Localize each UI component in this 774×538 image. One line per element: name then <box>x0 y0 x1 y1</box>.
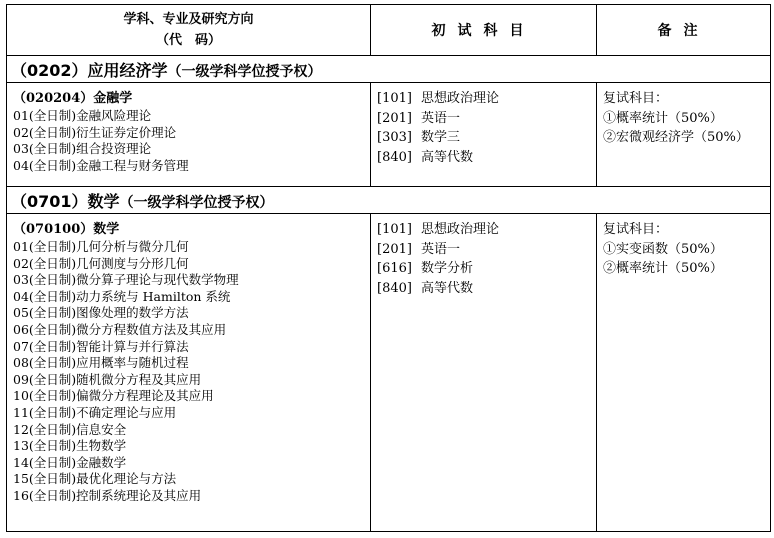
exam-subjects-cell <box>371 83 597 187</box>
note-line: ①实变函数（50%） <box>603 241 723 257</box>
direction-item: 03(全日制)微分算子理论与现代数学物理 <box>13 272 239 288</box>
section-title-text: （0701）数学 <box>11 191 120 211</box>
section-subtitle: （一级学科学位授予权） <box>119 194 274 211</box>
notes-cell <box>597 214 771 532</box>
subject-name: 数学三 <box>421 130 461 145</box>
subject-code: [201] <box>377 110 412 126</box>
direction-item: 04(全日制)动力系统与 Hamilton 系统 <box>13 288 231 304</box>
header-notes: 备注 <box>597 5 771 56</box>
section-title-text: （0202）应用经济学 <box>11 60 168 80</box>
direction-item: 01(全日制)金融风险理论 <box>13 108 152 123</box>
direction-item: 11(全日制)不确定理论与应用 <box>13 404 177 420</box>
exam-subject-item <box>377 240 590 260</box>
header-discipline-line1: 学科、专业及研究方向 <box>123 12 254 27</box>
subject-name: 思想政治理论 <box>421 222 500 237</box>
discipline-cell <box>7 214 371 532</box>
direction-item: 14(全日制)金融数学 <box>13 454 127 470</box>
table-header-row <box>7 5 771 56</box>
section-body-row <box>7 83 771 187</box>
note-line: 复试科目： <box>603 222 669 237</box>
subject-code: [101] <box>377 222 412 237</box>
section-title-row <box>7 187 771 214</box>
note-line: ②概率统计（50%） <box>603 261 723 276</box>
direction-item: 05(全日制)图像处理的数学方法 <box>13 305 189 321</box>
note-line: ②宏微观经济学（50%） <box>603 130 749 145</box>
discipline-cell <box>7 83 371 187</box>
exam-subjects-cell <box>371 214 597 532</box>
subject-name: 高等代数 <box>421 149 474 165</box>
section-title <box>7 56 771 83</box>
subject-name: 高等代数 <box>421 280 474 296</box>
admissions-catalog-table <box>6 4 770 535</box>
section-subtitle: （一级学科学位授予权） <box>167 63 322 80</box>
exam-subject-item <box>377 279 590 299</box>
direction-item: 04(全日制)金融工程与财务管理 <box>13 157 189 173</box>
direction-item: 02(全日制)衍生证券定价理论 <box>13 124 177 140</box>
direction-item: 15(全日制)最优化理论与方法 <box>13 471 177 487</box>
direction-item: 08(全日制)应用概率与随机过程 <box>13 355 189 371</box>
subject-code: [201] <box>377 241 412 257</box>
direction-item: 02(全日制)几何测度与分形几何 <box>13 255 189 271</box>
exam-subject-item <box>377 259 590 279</box>
note-line: ①概率统计（50%） <box>603 110 723 126</box>
major-name: （070100）数学 <box>13 222 120 237</box>
notes-cell <box>597 83 771 187</box>
exam-subject-item <box>377 128 590 148</box>
subject-code: [101] <box>377 91 412 106</box>
subject-code: [616] <box>377 261 412 276</box>
section-title-row <box>7 56 771 83</box>
section-body-row <box>7 214 771 532</box>
subject-code: [303] <box>377 130 412 145</box>
direction-item: 01(全日制)几何分析与微分几何 <box>13 239 189 254</box>
exam-subject-item <box>377 148 590 168</box>
header-discipline <box>7 5 371 56</box>
direction-item: 06(全日制)微分方程数值方法及其应用 <box>13 321 227 337</box>
subject-code: [840] <box>377 280 412 296</box>
subject-name: 英语一 <box>421 241 461 257</box>
subject-code: [840] <box>377 149 412 165</box>
exam-subject-item <box>377 220 590 240</box>
subject-name: 数学分析 <box>421 261 474 276</box>
direction-item: 16(全日制)控制系统理论及其应用 <box>13 487 202 503</box>
direction-item: 03(全日制)组合投资理论 <box>13 141 152 157</box>
header-exam-subjects: 初试科目 <box>371 5 597 56</box>
exam-subject-item <box>377 89 590 109</box>
direction-item: 09(全日制)随机微分方程及其应用 <box>13 371 202 387</box>
major-name: （020204）金融学 <box>13 91 133 106</box>
direction-item: 12(全日制)信息安全 <box>13 421 127 437</box>
direction-item: 13(全日制)生物数学 <box>13 438 127 454</box>
note-line: 复试科目： <box>603 91 669 106</box>
header-discipline-line2: （代 码） <box>155 33 221 48</box>
subject-name: 英语一 <box>421 110 461 126</box>
direction-item: 10(全日制)偏微分方程理论及其应用 <box>13 388 214 404</box>
direction-item: 07(全日制)智能计算与并行算法 <box>13 338 189 354</box>
exam-subject-item <box>377 109 590 129</box>
section-title <box>7 187 771 214</box>
subject-name: 思想政治理论 <box>421 91 500 106</box>
